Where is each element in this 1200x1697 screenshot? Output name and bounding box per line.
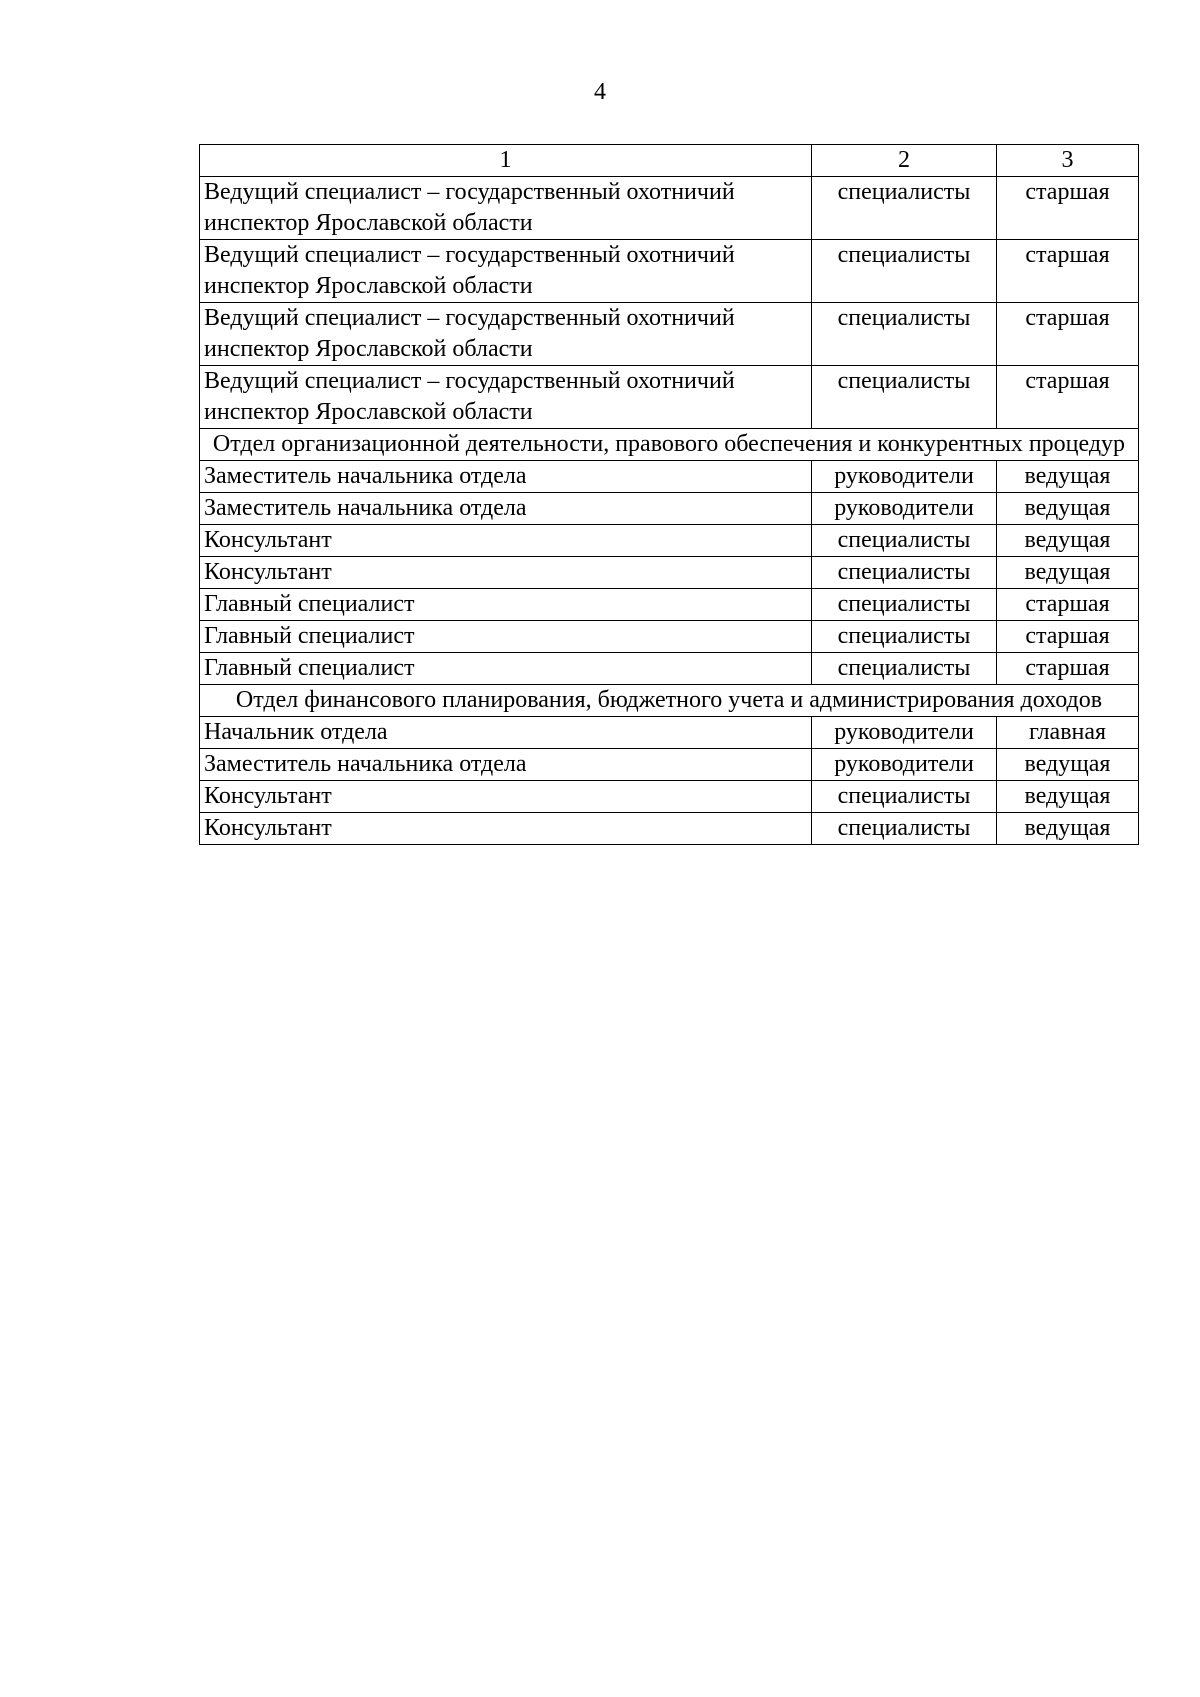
category-cell: специалисты — [812, 303, 997, 366]
table-row — [200, 461, 1139, 493]
category-cell: руководители — [812, 717, 997, 749]
table-row — [200, 557, 1139, 589]
position-cell: Главный специалист — [200, 589, 812, 621]
position-cell: Консультант — [200, 557, 812, 589]
table-row — [200, 240, 1139, 303]
group-cell: главная — [997, 717, 1139, 749]
table-row — [200, 749, 1139, 781]
category-cell: руководители — [812, 749, 997, 781]
table-row — [200, 781, 1139, 813]
group-cell: старшая — [997, 240, 1139, 303]
position-cell: Консультант — [200, 813, 812, 845]
table-row — [200, 177, 1139, 240]
page-number: 4 — [594, 79, 606, 105]
section-header-row — [200, 685, 1139, 717]
table-row — [200, 653, 1139, 685]
position-cell: Ведущий специалист – государственный охотничий инспектор Ярославской области — [200, 366, 812, 429]
table-body — [200, 145, 1139, 845]
group-cell: ведущая — [997, 781, 1139, 813]
group-cell: ведущая — [997, 813, 1139, 845]
position-cell: Заместитель начальника отдела — [200, 493, 812, 525]
group-cell: старшая — [997, 366, 1139, 429]
group-cell: старшая — [997, 589, 1139, 621]
category-cell: специалисты — [812, 589, 997, 621]
group-cell: старшая — [997, 653, 1139, 685]
table-row — [200, 813, 1139, 845]
category-cell: специалисты — [812, 781, 997, 813]
group-cell: ведущая — [997, 557, 1139, 589]
table-row — [200, 621, 1139, 653]
category-cell: специалисты — [812, 240, 997, 303]
column-header-3: 3 — [997, 145, 1139, 177]
table-row — [200, 493, 1139, 525]
category-cell: специалисты — [812, 621, 997, 653]
section-header-row — [200, 429, 1139, 461]
group-cell: ведущая — [997, 525, 1139, 557]
position-cell: Ведущий специалист – государственный охотничий инспектор Ярославской области — [200, 240, 812, 303]
table-row — [200, 366, 1139, 429]
table-row — [200, 717, 1139, 749]
group-cell: ведущая — [997, 749, 1139, 781]
category-cell: руководители — [812, 461, 997, 493]
section-title: Отдел организационной деятельности, правового обеспечения и конкурентных процедур — [200, 429, 1139, 461]
group-cell: старшая — [997, 621, 1139, 653]
positions-table — [199, 144, 1139, 845]
category-cell: специалисты — [812, 366, 997, 429]
category-cell: специалисты — [812, 653, 997, 685]
group-cell: старшая — [997, 177, 1139, 240]
column-header-2: 2 — [812, 145, 997, 177]
column-header-1: 1 — [200, 145, 812, 177]
position-cell: Заместитель начальника отдела — [200, 461, 812, 493]
table-row — [200, 589, 1139, 621]
table-header-row — [200, 145, 1139, 177]
position-cell: Главный специалист — [200, 653, 812, 685]
category-cell: специалисты — [812, 177, 997, 240]
position-cell: Консультант — [200, 781, 812, 813]
table-row — [200, 525, 1139, 557]
group-cell: ведущая — [997, 461, 1139, 493]
position-cell: Начальник отдела — [200, 717, 812, 749]
position-cell: Ведущий специалист – государственный охотничий инспектор Ярославской области — [200, 177, 812, 240]
section-title: Отдел финансового планирования, бюджетного учета и администрирования доходов — [200, 685, 1139, 717]
position-cell: Заместитель начальника отдела — [200, 749, 812, 781]
group-cell: старшая — [997, 303, 1139, 366]
position-cell: Консультант — [200, 525, 812, 557]
category-cell: руководители — [812, 493, 997, 525]
category-cell: специалисты — [812, 557, 997, 589]
category-cell: специалисты — [812, 525, 997, 557]
group-cell: ведущая — [997, 493, 1139, 525]
position-cell: Ведущий специалист – государственный охотничий инспектор Ярославской области — [200, 303, 812, 366]
table-row — [200, 303, 1139, 366]
category-cell: специалисты — [812, 813, 997, 845]
position-cell: Главный специалист — [200, 621, 812, 653]
